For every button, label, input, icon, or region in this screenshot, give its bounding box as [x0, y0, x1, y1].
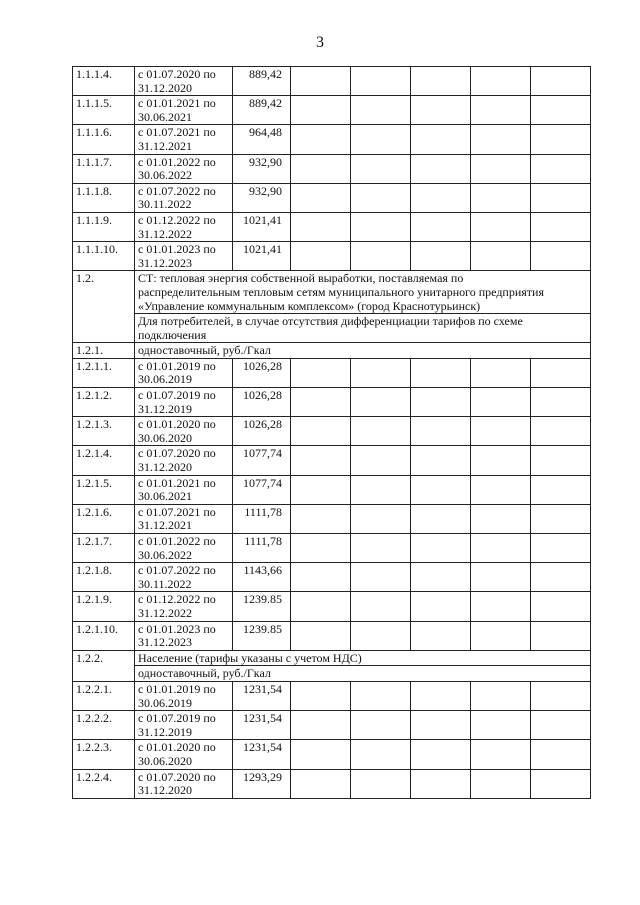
empty-cell: [291, 125, 351, 154]
period-cell: [135, 212, 233, 241]
empty-cell: [531, 388, 591, 417]
section-row: [73, 271, 591, 314]
period-cell: [135, 621, 233, 650]
empty-cell: [411, 563, 471, 592]
period-line: 30.06.2019: [138, 372, 192, 387]
empty-cell: [411, 358, 471, 387]
row-number: 1.2.2.4.: [73, 769, 135, 798]
section-title-line: одноставочный, руб./Гкал: [138, 666, 271, 681]
empty-cell: [411, 534, 471, 563]
empty-cell: [291, 358, 351, 387]
empty-cell: [531, 740, 591, 769]
empty-cell: [351, 212, 411, 241]
empty-cell: [531, 475, 591, 504]
period-line: 30.06.2020: [138, 430, 192, 445]
table-row: [73, 388, 591, 417]
empty-cell: [291, 475, 351, 504]
empty-cell: [351, 621, 411, 650]
period-cell: [135, 183, 233, 212]
row-number: 1.2.2.3.: [73, 740, 135, 769]
period-line: 31.12.2019: [138, 401, 192, 416]
empty-cell: [291, 740, 351, 769]
row-number: 1.1.1.5.: [73, 96, 135, 125]
section-title-line: распределительным тепловым сетям муниципального унитарного предприятия: [138, 284, 544, 299]
period-line: с 01.12.2022 по: [138, 212, 216, 227]
empty-cell: [351, 358, 411, 387]
empty-cell: [291, 534, 351, 563]
tariff-value: 889,42: [233, 67, 291, 96]
period-line: с 01.01.2021 по: [138, 475, 216, 490]
empty-cell: [351, 242, 411, 271]
empty-cell: [471, 592, 531, 621]
period-line: 31.12.2019: [138, 724, 192, 739]
empty-cell: [351, 592, 411, 621]
period-line: с 01.07.2022 по: [138, 563, 216, 578]
empty-cell: [411, 592, 471, 621]
empty-cell: [531, 242, 591, 271]
period-line: с 01.01.2019 по: [138, 681, 216, 696]
table-row: [73, 534, 591, 563]
empty-cell: [531, 711, 591, 740]
period-line: с 01.07.2020 по: [138, 769, 216, 784]
period-line: с 01.01.2020 по: [138, 740, 216, 755]
section-title-line: одноставочный, руб./Гкал: [138, 343, 271, 358]
empty-cell: [351, 563, 411, 592]
period-line: 31.12.2020: [138, 460, 192, 475]
empty-cell: [471, 740, 531, 769]
section-title-line: Для потребителей, в случае отсутствия дифференциации тарифов по схеме: [138, 314, 523, 329]
tariff-value: 1077,74: [233, 475, 291, 504]
empty-cell: [471, 358, 531, 387]
period-line: 30.06.2021: [138, 489, 192, 504]
empty-cell: [291, 563, 351, 592]
period-cell: [135, 475, 233, 504]
empty-cell: [291, 621, 351, 650]
period-line: с 01.07.2021 по: [138, 125, 216, 140]
row-number: 1.2.: [73, 271, 135, 343]
period-cell: [135, 711, 233, 740]
empty-cell: [531, 125, 591, 154]
empty-cell: [291, 67, 351, 96]
tariff-value: 1293,29: [233, 769, 291, 798]
period-line: 30.06.2019: [138, 695, 192, 710]
page-number: 3: [316, 34, 324, 51]
empty-cell: [291, 154, 351, 183]
empty-cell: [291, 212, 351, 241]
tariff-value: 1077,74: [233, 446, 291, 475]
empty-cell: [351, 125, 411, 154]
period-cell: [135, 417, 233, 446]
empty-cell: [471, 212, 531, 241]
row-number: 1.1.1.7.: [73, 154, 135, 183]
tariff-value: 1111,78: [233, 534, 291, 563]
empty-cell: [411, 242, 471, 271]
section-row: [73, 650, 591, 666]
empty-cell: [411, 183, 471, 212]
row-number: 1.2.2.: [73, 650, 135, 681]
period-cell: [135, 242, 233, 271]
table-row: [73, 621, 591, 650]
empty-cell: [351, 183, 411, 212]
empty-cell: [471, 563, 531, 592]
section-row: [73, 666, 591, 682]
period-line: с 01.07.2020 по: [138, 446, 216, 461]
period-line: 31.12.2021: [138, 138, 192, 153]
table-row: [73, 212, 591, 241]
row-number: 1.1.1.4.: [73, 67, 135, 96]
section-title: [135, 314, 591, 343]
period-line: с 01.07.2020 по: [138, 67, 216, 81]
empty-cell: [351, 388, 411, 417]
empty-cell: [351, 154, 411, 183]
row-number: 1.2.1.5.: [73, 475, 135, 504]
period-cell: [135, 681, 233, 710]
empty-cell: [471, 621, 531, 650]
empty-cell: [411, 711, 471, 740]
row-number: 1.2.1.3.: [73, 417, 135, 446]
empty-cell: [291, 592, 351, 621]
period-cell: [135, 358, 233, 387]
empty-cell: [351, 96, 411, 125]
empty-cell: [291, 446, 351, 475]
empty-cell: [411, 621, 471, 650]
period-line: 31.12.2022: [138, 226, 192, 241]
tariff-value: 1021,41: [233, 242, 291, 271]
table-row: [73, 242, 591, 271]
row-number: 1.2.1.7.: [73, 534, 135, 563]
period-line: с 01.07.2019 по: [138, 711, 216, 726]
empty-cell: [291, 242, 351, 271]
empty-cell: [291, 388, 351, 417]
empty-cell: [351, 769, 411, 798]
period-line: 31.12.2020: [138, 783, 192, 798]
period-cell: [135, 592, 233, 621]
table-row: [73, 681, 591, 710]
period-line: 30.06.2022: [138, 168, 192, 183]
empty-cell: [531, 67, 591, 96]
row-number: 1.2.1.6.: [73, 504, 135, 533]
tariff-table: [72, 66, 591, 799]
section-row: [73, 314, 591, 343]
empty-cell: [411, 769, 471, 798]
section-title-line: «Управление коммунальным комплексом» (город Краснотурьинск): [138, 298, 481, 313]
table-row: [73, 183, 591, 212]
empty-cell: [411, 504, 471, 533]
tariff-value: 1231,54: [233, 711, 291, 740]
tariff-value: 1026,28: [233, 388, 291, 417]
tariff-value: 889,42: [233, 96, 291, 125]
period-cell: [135, 563, 233, 592]
row-number: 1.1.1.6.: [73, 125, 135, 154]
table-row: [73, 740, 591, 769]
table-row: [73, 154, 591, 183]
empty-cell: [471, 504, 531, 533]
table-row: [73, 592, 591, 621]
empty-cell: [411, 154, 471, 183]
tariff-value: 1239.85: [233, 592, 291, 621]
empty-cell: [531, 504, 591, 533]
table-row: [73, 96, 591, 125]
period-line: 30.06.2021: [138, 109, 192, 124]
empty-cell: [351, 740, 411, 769]
section-title: [135, 666, 591, 682]
period-cell: [135, 534, 233, 563]
period-line: 30.11.2022: [138, 576, 192, 591]
period-line: с 01.01.2020 по: [138, 417, 216, 432]
section-title: [135, 271, 591, 314]
empty-cell: [411, 417, 471, 446]
empty-cell: [531, 154, 591, 183]
period-cell: [135, 154, 233, 183]
period-cell: [135, 125, 233, 154]
tariff-value: 1021,41: [233, 212, 291, 241]
section-title-line: Население (тарифы указаны с учетом НДС): [138, 650, 362, 665]
table-row: [73, 67, 591, 96]
tariff-value: 1239.85: [233, 621, 291, 650]
table-row: [73, 504, 591, 533]
empty-cell: [471, 154, 531, 183]
tariff-value: 932,90: [233, 183, 291, 212]
empty-cell: [531, 183, 591, 212]
tariff-value: 1231,54: [233, 740, 291, 769]
row-number: 1.2.1.9.: [73, 592, 135, 621]
empty-cell: [291, 183, 351, 212]
period-line: 30.11.2022: [138, 197, 192, 212]
row-number: 1.2.2.2.: [73, 711, 135, 740]
period-line: с 01.01.2022 по: [138, 534, 216, 548]
empty-cell: [471, 96, 531, 125]
period-line: 30.06.2020: [138, 753, 192, 768]
empty-cell: [471, 125, 531, 154]
period-cell: [135, 769, 233, 798]
empty-cell: [471, 534, 531, 563]
empty-cell: [531, 417, 591, 446]
row-number: 1.1.1.9.: [73, 212, 135, 241]
empty-cell: [471, 711, 531, 740]
empty-cell: [471, 417, 531, 446]
table-row: [73, 769, 591, 798]
row-number: 1.2.1.2.: [73, 388, 135, 417]
tariff-value: 1026,28: [233, 417, 291, 446]
empty-cell: [291, 769, 351, 798]
row-number: 1.2.1.8.: [73, 563, 135, 592]
empty-cell: [411, 740, 471, 769]
tariff-value: 1231,54: [233, 681, 291, 710]
period-cell: [135, 96, 233, 125]
empty-cell: [291, 96, 351, 125]
empty-cell: [471, 769, 531, 798]
empty-cell: [531, 96, 591, 125]
row-number: 1.2.1.: [73, 343, 135, 359]
period-cell: [135, 740, 233, 769]
empty-cell: [531, 534, 591, 563]
period-cell: [135, 388, 233, 417]
empty-cell: [531, 592, 591, 621]
empty-cell: [411, 681, 471, 710]
empty-cell: [411, 67, 471, 96]
empty-cell: [351, 504, 411, 533]
empty-cell: [531, 358, 591, 387]
section-row: [73, 343, 591, 359]
period-line: 31.12.2021: [138, 518, 192, 533]
empty-cell: [351, 534, 411, 563]
empty-cell: [291, 711, 351, 740]
period-line: 31.12.2020: [138, 80, 192, 95]
section-title: [135, 650, 591, 666]
row-number: 1.2.2.1.: [73, 681, 135, 710]
period-line: с 01.01.2019 по: [138, 358, 216, 373]
row-number: 1.2.1.1.: [73, 358, 135, 387]
empty-cell: [411, 388, 471, 417]
period-line: 31.12.2022: [138, 605, 192, 620]
empty-cell: [471, 475, 531, 504]
tariff-value: 1111,78: [233, 504, 291, 533]
period-line: с 01.01.2021 по: [138, 96, 216, 111]
period-line: 30.06.2022: [138, 547, 192, 562]
table-row: [73, 446, 591, 475]
empty-cell: [351, 446, 411, 475]
period-line: с 01.07.2021 по: [138, 504, 216, 519]
row-number: 1.1.1.10.: [73, 242, 135, 271]
empty-cell: [471, 388, 531, 417]
row-number: 1.2.1.4.: [73, 446, 135, 475]
period-cell: [135, 446, 233, 475]
empty-cell: [351, 711, 411, 740]
empty-cell: [351, 475, 411, 504]
section-title: [135, 343, 591, 359]
table-row: [73, 475, 591, 504]
period-line: с 01.01.2022 по: [138, 154, 216, 169]
tariff-value: 964,48: [233, 125, 291, 154]
empty-cell: [531, 212, 591, 241]
empty-cell: [531, 769, 591, 798]
empty-cell: [411, 212, 471, 241]
empty-cell: [471, 681, 531, 710]
tariff-value: 932,90: [233, 154, 291, 183]
empty-cell: [351, 681, 411, 710]
empty-cell: [291, 504, 351, 533]
table-row: [73, 711, 591, 740]
empty-cell: [531, 446, 591, 475]
empty-cell: [411, 475, 471, 504]
period-line: 31.12.2023: [138, 255, 192, 270]
empty-cell: [291, 681, 351, 710]
empty-cell: [411, 446, 471, 475]
section-title-line: СТ: тепловая энергия собственной выработки, поставляемая по: [138, 271, 464, 286]
empty-cell: [471, 183, 531, 212]
empty-cell: [471, 446, 531, 475]
empty-cell: [471, 67, 531, 96]
empty-cell: [531, 621, 591, 650]
period-line: с 01.07.2022 по: [138, 183, 216, 198]
empty-cell: [411, 125, 471, 154]
table-row: [73, 125, 591, 154]
period-line: с 01.12.2022 по: [138, 592, 216, 607]
section-title-line: подключения: [138, 327, 207, 342]
table-row: [73, 417, 591, 446]
table-row: [73, 358, 591, 387]
empty-cell: [531, 563, 591, 592]
empty-cell: [411, 96, 471, 125]
empty-cell: [471, 242, 531, 271]
table-row: [73, 563, 591, 592]
period-line: с 01.07.2019 по: [138, 388, 216, 403]
empty-cell: [351, 67, 411, 96]
empty-cell: [351, 417, 411, 446]
row-number: 1.2.1.10.: [73, 621, 135, 650]
period-line: 31.12.2023: [138, 635, 192, 650]
tariff-table-body: [73, 67, 591, 799]
period-cell: [135, 67, 233, 96]
empty-cell: [291, 417, 351, 446]
tariff-value: 1026,28: [233, 358, 291, 387]
empty-cell: [531, 681, 591, 710]
tariff-value: 1143,66: [233, 563, 291, 592]
period-line: с 01.01.2023 по: [138, 621, 216, 636]
period-line: с 01.01.2023 по: [138, 242, 216, 257]
period-cell: [135, 504, 233, 533]
row-number: 1.1.1.8.: [73, 183, 135, 212]
